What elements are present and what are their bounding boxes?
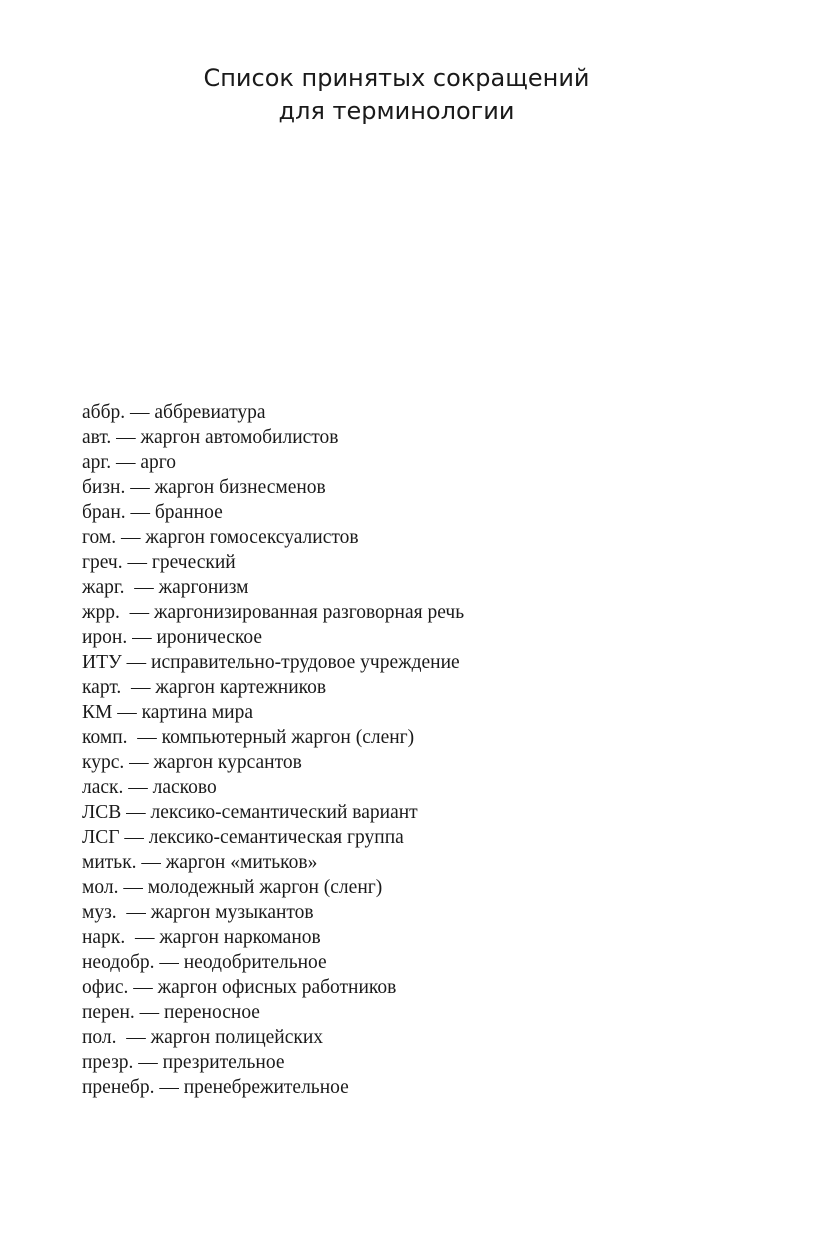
abbreviation-entry: ИТУ — исправительно-трудовое учреждение <box>82 652 460 673</box>
abbreviation-entry: курс. — жаргон курсантов <box>82 752 302 773</box>
abbreviation-entry: ЛСГ — лексико-семантическая группа <box>82 827 404 848</box>
abbreviation-entry: комп. — компьютерный жаргон (сленг) <box>82 727 415 748</box>
abbreviation-entry: мол. — молодежный жаргон (сленг) <box>82 877 383 898</box>
abbreviation-entry: гом. — жаргон гомосексуалистов <box>82 527 359 548</box>
abbreviation-entry: КМ — картина мира <box>82 702 254 723</box>
abbreviation-entry: карт. — жаргон картежников <box>82 677 327 698</box>
abbreviation-entry: авт. — жаргон автомобилистов <box>82 427 339 448</box>
page-title <box>0 62 793 128</box>
abbreviation-entry: ЛСВ — лексико-семантический вариант <box>82 802 418 823</box>
abbreviation-entry: неодобр. — неодобрительное <box>82 952 327 973</box>
abbreviation-entry: жарг. — жаргонизм <box>82 577 249 598</box>
abbreviation-entry: муз. — жаргон музыкантов <box>82 902 314 923</box>
title-line-2: для терминологии <box>278 97 515 125</box>
abbreviation-entry: аббр. — аббревиатура <box>82 402 266 423</box>
abbreviation-entry: презр. — презрительное <box>82 1052 285 1073</box>
abbreviation-entry: офис. — жаргон офисных работников <box>82 977 397 998</box>
abbreviation-entry: жрр. — жаргонизированная разговорная речь <box>82 602 465 623</box>
abbreviation-entry: бизн. — жаргон бизнесменов <box>82 477 326 498</box>
abbreviation-entry: бран. — бранное <box>82 502 223 523</box>
abbreviation-list <box>82 400 782 1100</box>
abbreviation-entry: ласк. — ласково <box>82 777 217 798</box>
abbreviation-entry: греч. — греческий <box>82 552 236 573</box>
abbreviation-entry: арг. — арго <box>82 452 176 473</box>
abbreviation-entry: пренебр. — пренебрежительное <box>82 1077 349 1098</box>
abbreviation-entry: пол. — жаргон полицейских <box>82 1027 324 1048</box>
abbreviation-entry: митьк. — жаргон «митьков» <box>82 852 318 873</box>
abbreviation-entry: перен. — переносное <box>82 1002 260 1023</box>
title-line-1: Список принятых сокращений <box>203 64 590 92</box>
abbreviation-entry: ирон. — ироническое <box>82 627 263 648</box>
abbreviation-entry: нарк. — жаргон наркоманов <box>82 927 321 948</box>
